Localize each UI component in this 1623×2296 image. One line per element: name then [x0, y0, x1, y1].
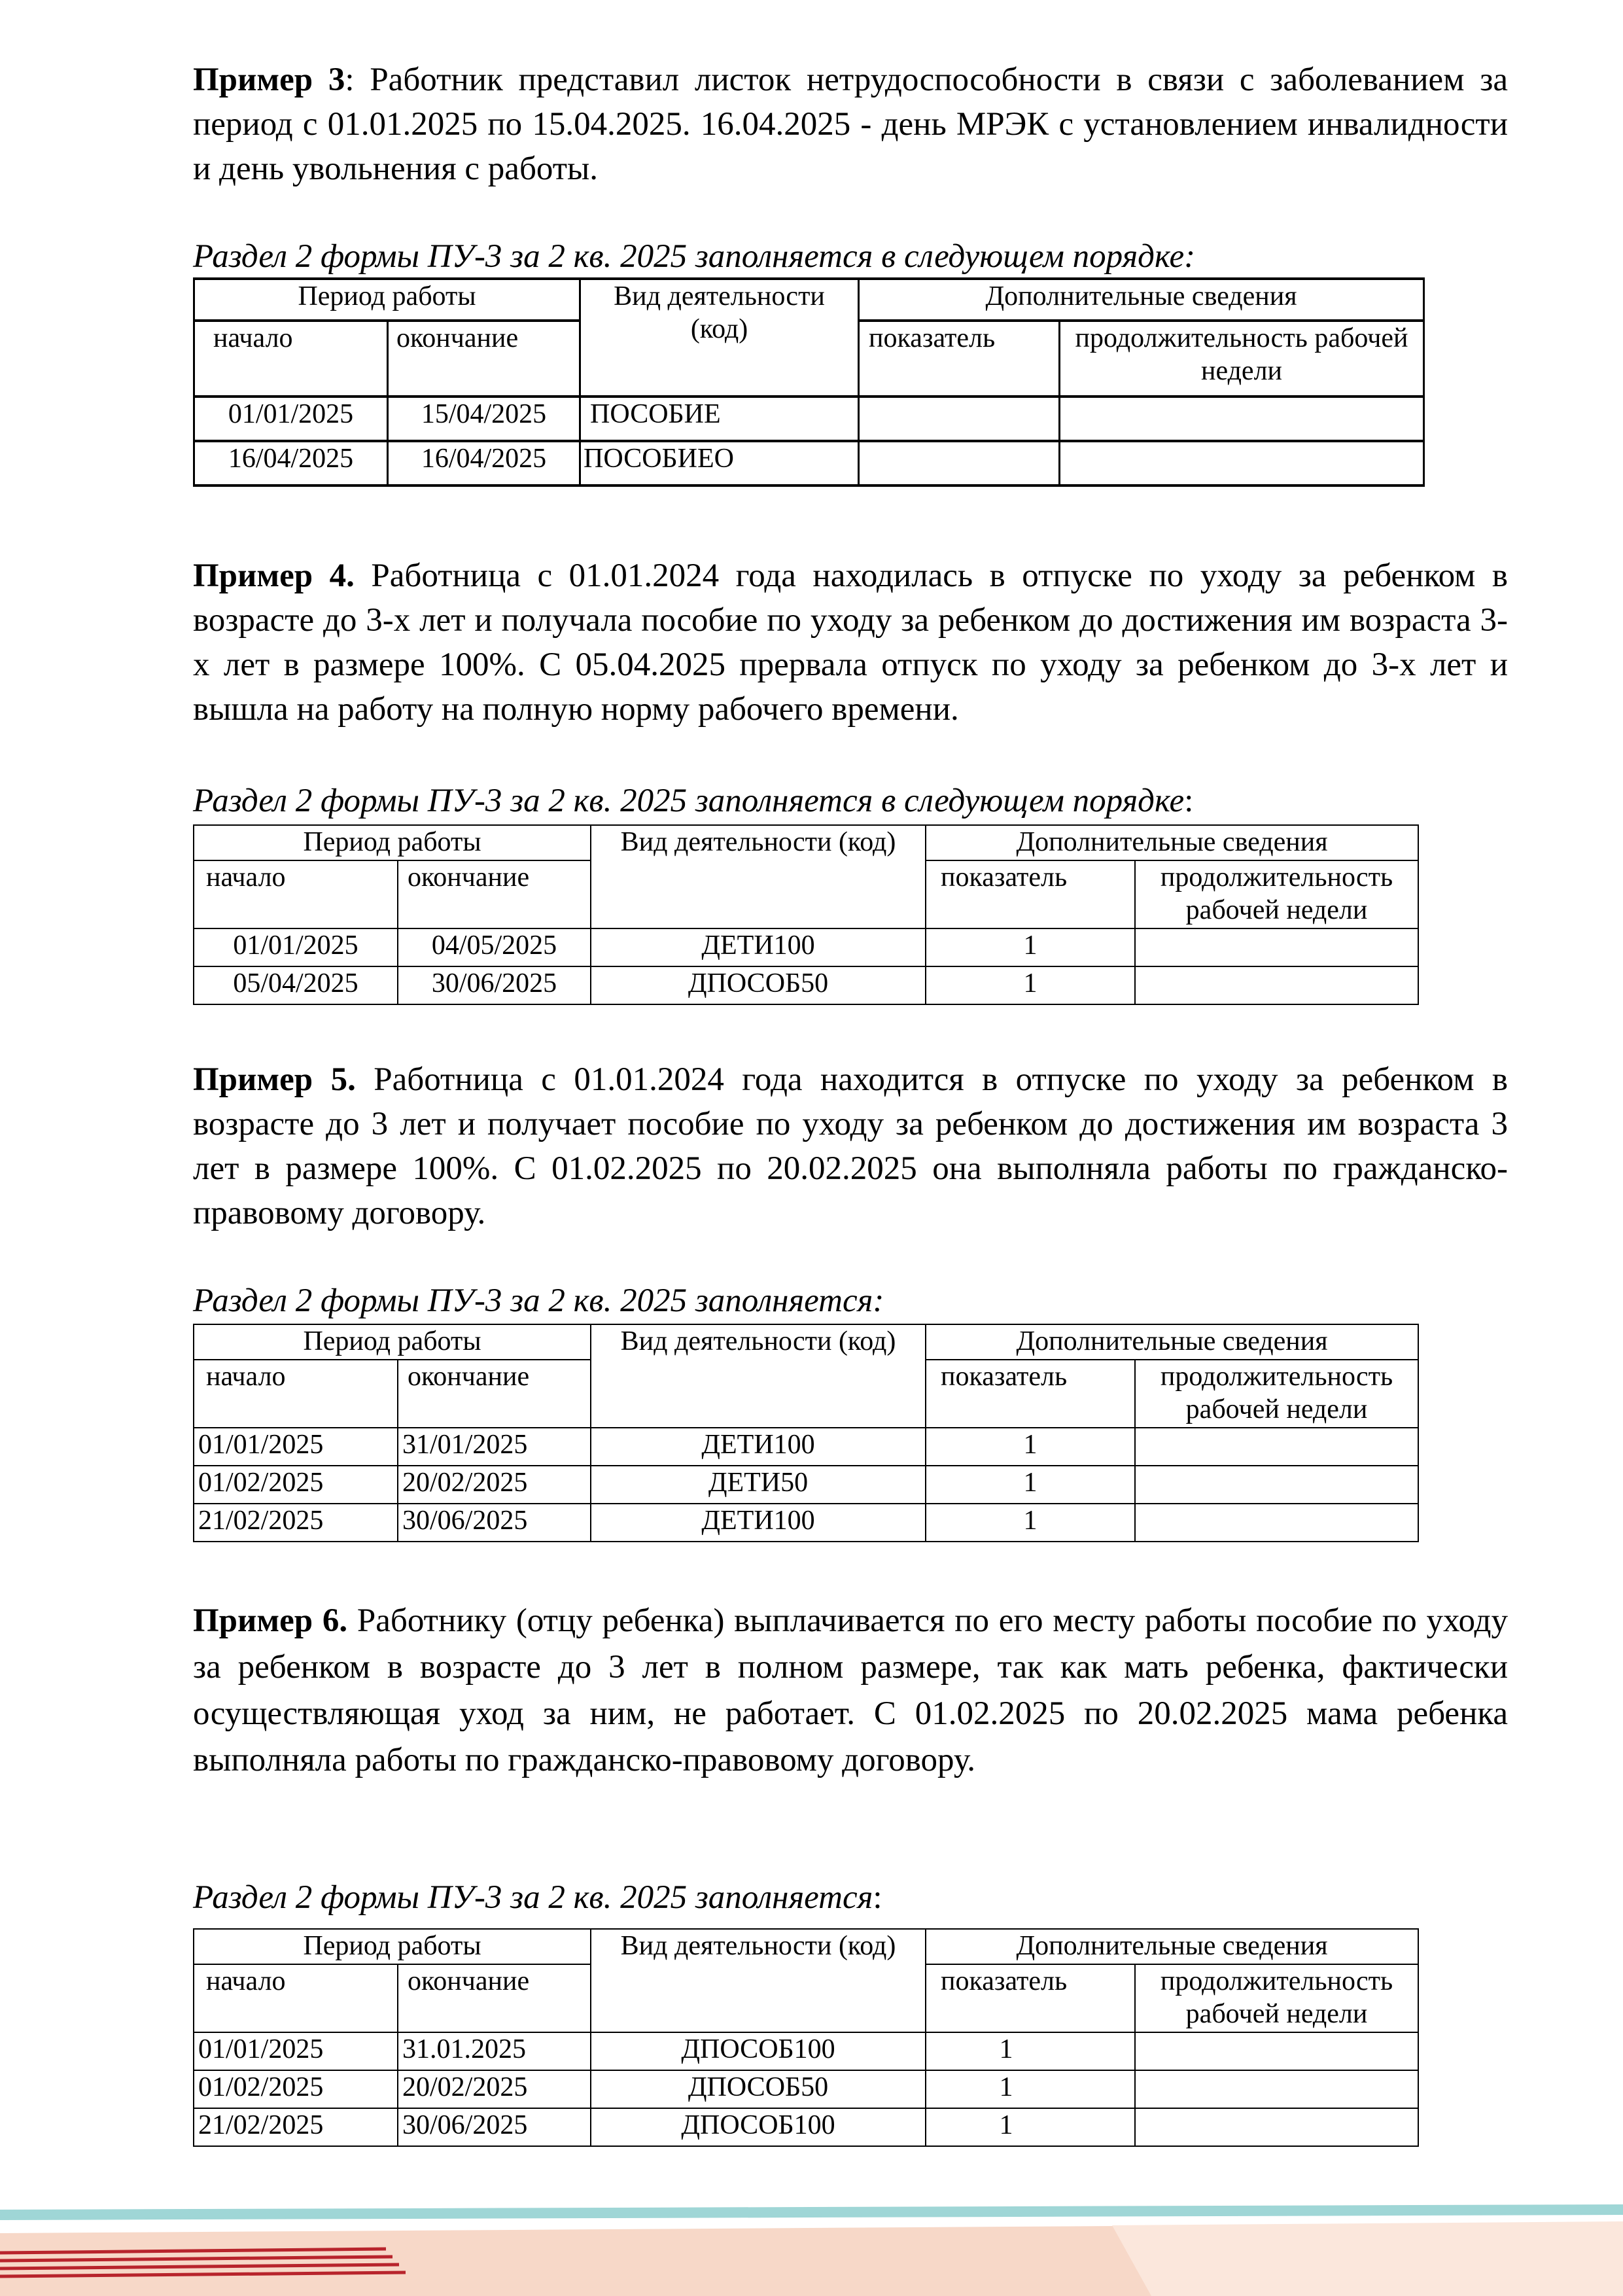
header-duration: продолжительность рабочей недели: [1135, 1360, 1418, 1428]
header-end: окончание: [398, 860, 591, 928]
example-6-table: [193, 1928, 1419, 2147]
header-indicator: показатель: [859, 321, 1060, 397]
header-indicator: показатель: [926, 1964, 1135, 2032]
header-duration: продолжительность рабочей недели: [1135, 1964, 1418, 2032]
header-start: начало: [194, 1360, 398, 1428]
table-row: 21/02/2025 30/06/2025 ДПОСОБ100 1: [194, 2108, 1418, 2146]
example-4-title: Пример 4.: [193, 557, 355, 594]
header-end: окончание: [388, 321, 580, 397]
example-3-caption-block: [193, 237, 1508, 276]
header-indicator: показатель: [926, 1360, 1135, 1428]
header-period: Период работы: [194, 279, 580, 321]
header-start: начало: [194, 321, 388, 397]
header-extra: Дополнительные сведения: [859, 279, 1424, 321]
header-start: начало: [194, 860, 398, 928]
table-row: 21/02/2025 30/06/2025 ДЕТИ100 1: [194, 1504, 1418, 1542]
example-3-caption: Раздел 2 формы ПУ-3 за 2 кв. 2025 заполняется в следующем порядке:: [193, 238, 1196, 275]
example-4-caption-block: [193, 781, 1508, 821]
table-row: 01/01/2025 31/01/2025 ДЕТИ100 1: [194, 1428, 1418, 1466]
example-6-paragraph: [193, 1598, 1508, 1784]
header-activity: Вид деятельности (код): [580, 279, 859, 397]
table-row: 01/01/2025 31.01.2025 ДПОСОБ100 1: [194, 2032, 1418, 2070]
header-activity: Вид деятельности (код): [591, 825, 926, 928]
example-5-text: Работница с 01.01.2024 года находится в отпуске по уходу за ребенком в возрасте до 3 лет и получает пособие по уходу за ребенком до достижения им возраста 3 лет в размере 100%. С 01.02.2025 по 20.02.2025 она выполняла работы по гражданско-правовому договору.: [193, 1061, 1508, 1231]
example-6: [193, 1598, 1508, 1784]
header-extra: Дополнительные сведения: [926, 1324, 1418, 1360]
example-6-caption: Раздел 2 формы ПУ-3 за 2 кв. 2025 заполняется:: [193, 1879, 882, 1916]
header-period: Период работы: [194, 1324, 591, 1360]
example-5-paragraph: [193, 1057, 1508, 1235]
footer-decoration: [0, 2195, 1623, 2296]
table-row: 05/04/2025 30/06/2025 ДПОСОБ50 1: [194, 966, 1418, 1004]
example-5-table: [193, 1324, 1419, 1542]
example-6-text: Работнику (отцу ребенка) выплачивается по его месту работы пособие по уходу за ребенком в возрасте до 3 лет в полном размере, так как мать ребенка, фактически осуществляющая уход за ним, не работает. С 01.02.2025 по 20.02.2025 мама ребенка выполняла работы по гражданско-правовому договору.: [193, 1602, 1508, 1778]
example-4-caption: Раздел 2 формы ПУ-3 за 2 кв. 2025 заполняется в следующем порядке:: [193, 783, 1194, 819]
example-6-caption-block: [193, 1878, 1508, 1917]
example-5-title: Пример 5.: [193, 1061, 356, 1098]
example-3: [193, 58, 1508, 191]
header-end: окончание: [398, 1964, 591, 2032]
header-extra: Дополнительные сведения: [926, 825, 1418, 860]
example-4-text: Работница с 01.01.2024 года находилась в отпуске по уходу за ребенком в возрасте до 3-х лет и получала пособие по уходу за ребенком до достижения им возраста 3-х лет в размере 100%. С 05.04.2025 прервала отпуск по уходу за ребенком до 3-х лет и вышла на работу на полную норму рабочего времени.: [193, 557, 1508, 728]
header-activity: Вид деятельности (код): [591, 1929, 926, 2032]
example-4: [193, 554, 1508, 732]
header-duration: продолжительность рабочей недели: [1060, 321, 1424, 397]
table-row: 01/02/2025 20/02/2025 ДЕТИ50 1: [194, 1466, 1418, 1504]
example-5: [193, 1057, 1508, 1235]
example-3-paragraph: [193, 58, 1508, 191]
example-3-table: [193, 277, 1425, 487]
header-indicator: показатель: [926, 860, 1135, 928]
example-6-title: Пример 6.: [193, 1602, 348, 1639]
example-5-caption-block: [193, 1281, 1508, 1320]
header-activity: Вид деятельности (код): [591, 1324, 926, 1428]
header-end: окончание: [398, 1360, 591, 1428]
table-row: 01/01/2025 15/04/2025 ПОСОБИЕ: [194, 397, 1424, 441]
header-period: Период работы: [194, 825, 591, 860]
header-extra: Дополнительные сведения: [926, 1929, 1418, 1964]
header-period: Период работы: [194, 1929, 591, 1964]
header-start: начало: [194, 1964, 398, 2032]
example-4-table: [193, 824, 1419, 1005]
header-duration: продолжительность рабочей недели: [1135, 860, 1418, 928]
table-row: 01/01/2025 04/05/2025 ДЕТИ100 1: [194, 928, 1418, 966]
example-3-title-suffix: :: [345, 62, 355, 98]
example-3-title: Пример 3: [193, 62, 345, 98]
footer-teal-band: [0, 2204, 1623, 2220]
example-5-caption: Раздел 2 формы ПУ-3 за 2 кв. 2025 заполняется:: [193, 1282, 884, 1319]
example-4-paragraph: [193, 554, 1508, 732]
table-row: 01/02/2025 20/02/2025 ДПОСОБ50 1: [194, 2070, 1418, 2108]
table-row: 16/04/2025 16/04/2025 ПОСОБИЕО: [194, 441, 1424, 486]
example-3-text: Работник представил листок нетрудоспособности в связи с заболеванием за период с 01.01.2025 по 15.04.2025. 16.04.2025 - день МРЭК с установлением инвалидности и день увольнения с работы.: [193, 62, 1508, 187]
footer-light-band: [1112, 2221, 1623, 2296]
